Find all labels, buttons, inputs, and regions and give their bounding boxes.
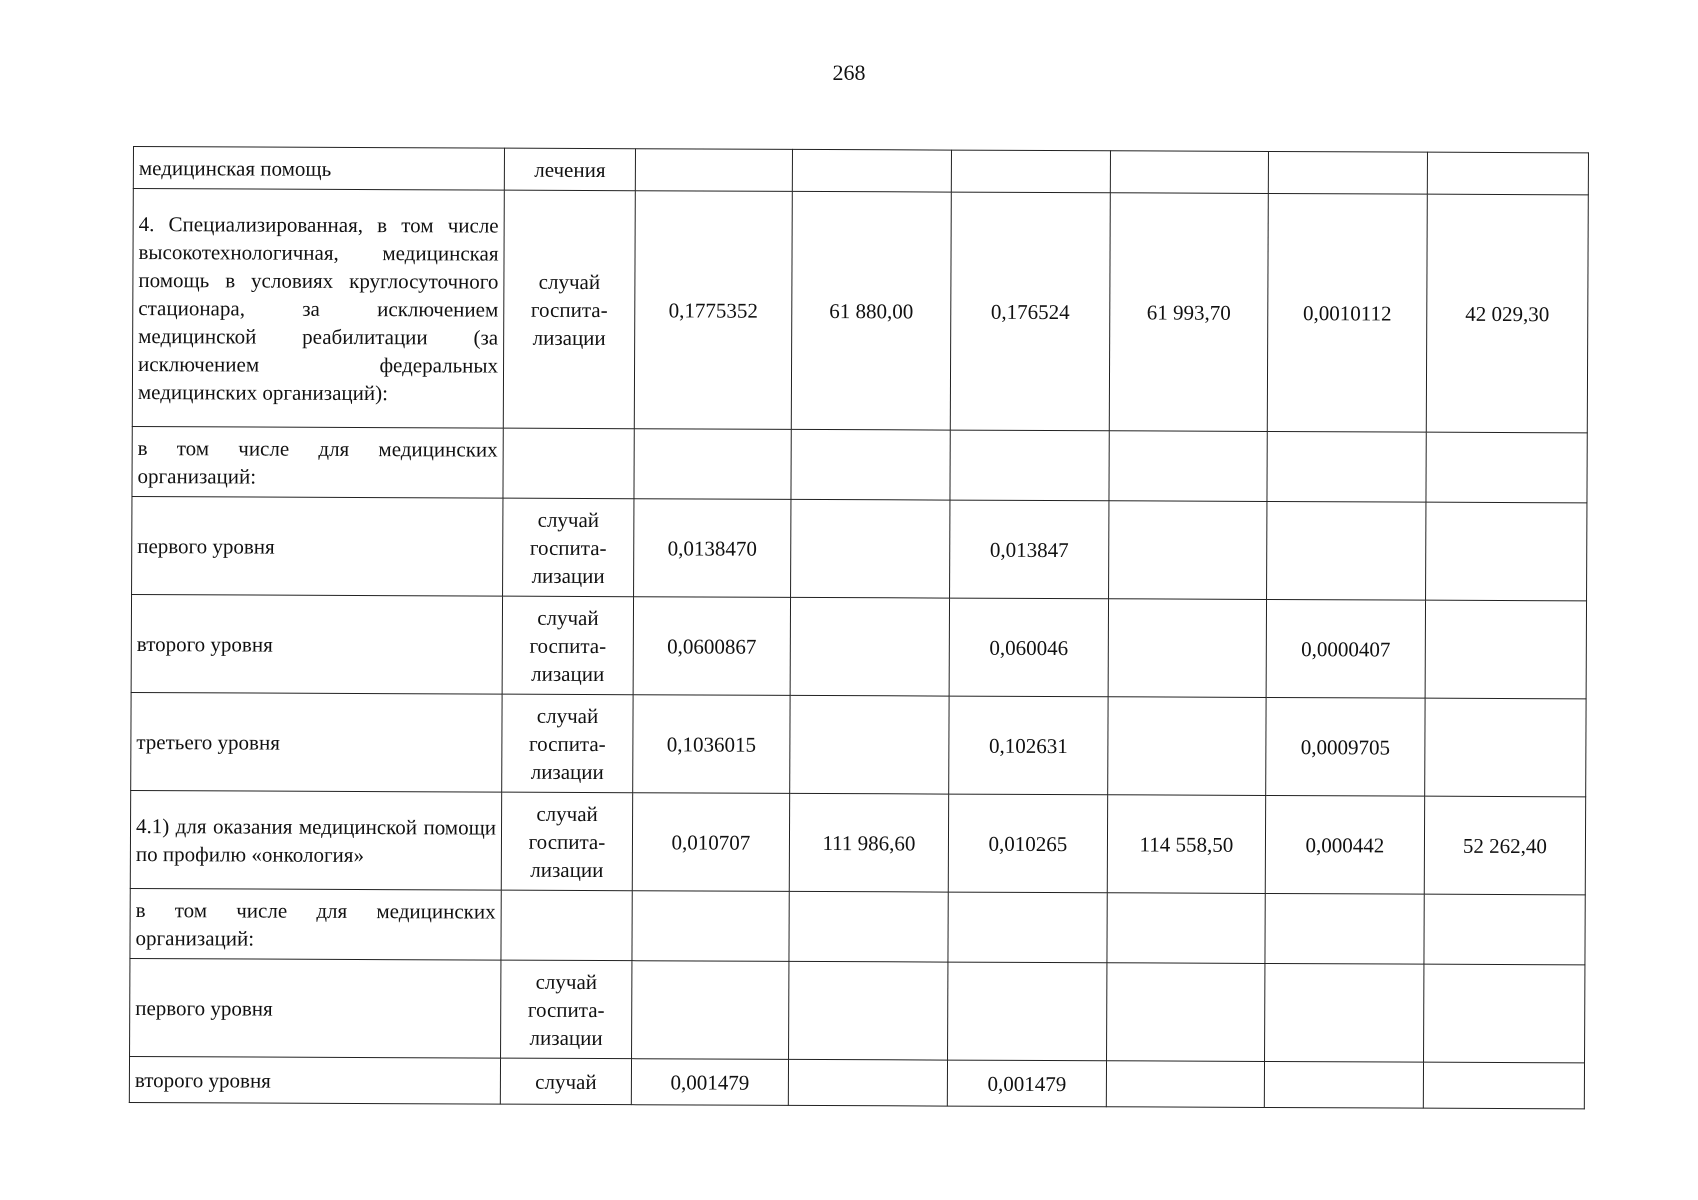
unit-line: случай xyxy=(538,269,601,294)
value-cell-1 xyxy=(635,149,792,192)
unit-line: случай xyxy=(536,801,598,826)
unit-cell xyxy=(503,428,634,499)
value-cell-5: 0,0009705 xyxy=(1266,697,1425,796)
table-row xyxy=(130,790,1585,894)
table-row xyxy=(132,496,1587,600)
row-name-cell: медицинская помощь xyxy=(133,147,504,191)
table-row xyxy=(131,594,1586,698)
value-cell-6 xyxy=(1427,152,1588,195)
value-cell-3: 0,010265 xyxy=(948,794,1107,893)
unit-line: случай xyxy=(537,605,599,630)
unit-line: случай xyxy=(537,507,600,532)
value-cell-4 xyxy=(1108,599,1266,698)
value-cell-2 xyxy=(792,149,951,192)
unit-line: лизации xyxy=(532,325,606,350)
value-cell-3: 0,102631 xyxy=(949,696,1108,795)
value-cell-4 xyxy=(1107,963,1265,1062)
value-cell-3 xyxy=(950,430,1109,501)
value-cell-2 xyxy=(788,1059,947,1106)
value-cell-1: 0,0138470 xyxy=(634,499,791,598)
value-cell-2 xyxy=(791,499,950,598)
value-cell-5: 0,0000407 xyxy=(1266,599,1425,698)
unit-cell xyxy=(502,694,633,793)
data-table xyxy=(129,146,1589,1109)
value-cell-4 xyxy=(1106,1061,1264,1108)
table-row xyxy=(132,189,1588,433)
value-cell-6 xyxy=(1425,600,1586,699)
value-cell-5 xyxy=(1267,501,1426,600)
unit-cell xyxy=(501,960,632,1059)
row-name-cell: в том числе для медицинских организаций: xyxy=(130,888,501,960)
value-cell-4 xyxy=(1109,501,1267,600)
value-cell-1: 0,001479 xyxy=(631,1059,788,1106)
value-cell-3: 0,013847 xyxy=(950,500,1109,599)
value-cell-5 xyxy=(1267,431,1426,502)
unit-line: госпита- xyxy=(529,731,606,756)
value-cell-4 xyxy=(1108,697,1266,796)
unit-cell xyxy=(501,792,632,891)
unit-line: лечения xyxy=(534,157,606,182)
unit-line: случай xyxy=(535,1069,597,1094)
value-cell-6 xyxy=(1426,432,1587,503)
unit-line: госпита- xyxy=(530,297,608,322)
page-number: 268 xyxy=(832,60,866,85)
table-row xyxy=(130,958,1585,1062)
value-cell-3 xyxy=(951,150,1110,193)
table-row xyxy=(133,147,1588,195)
value-cell-6 xyxy=(1424,964,1585,1063)
value-cell-4: 114 558,50 xyxy=(1107,795,1265,894)
value-cell-5: 0,0010112 xyxy=(1267,193,1427,432)
unit-line: госпита- xyxy=(529,633,607,658)
unit-cell xyxy=(502,596,633,695)
unit-line: госпита- xyxy=(527,997,605,1022)
value-cell-4 xyxy=(1109,431,1267,502)
value-cell-1: 0,1775352 xyxy=(634,191,792,430)
value-cell-2 xyxy=(790,695,949,794)
value-cell-2 xyxy=(790,597,949,696)
value-cell-1 xyxy=(634,429,791,500)
row-name-cell: 4.1) для оказания медицинской помощи по профилю «онкология» xyxy=(130,790,501,890)
value-cell-3 xyxy=(948,962,1107,1061)
unit-cell xyxy=(504,148,635,191)
value-cell-2 xyxy=(791,429,950,500)
row-name-cell: второго уровня xyxy=(129,1056,500,1104)
value-cell-2: 111 986,60 xyxy=(789,793,948,892)
table-row xyxy=(132,426,1587,502)
value-cell-2: 61 880,00 xyxy=(791,191,951,430)
row-name-cell: 4. Специализированная, в том числе высокотехнологичная, медицинская помощь в условиях круглосуточного стационара, за исключением медицинской реабилитации (за исключением федеральных медицинских организаций): xyxy=(132,189,504,429)
table-row xyxy=(131,692,1586,796)
value-cell-3: 0,176524 xyxy=(950,192,1110,431)
row-name-cell: первого уровня xyxy=(130,958,501,1058)
unit-line: случай xyxy=(535,969,598,994)
table-row xyxy=(129,1056,1584,1108)
row-name-cell: третьего уровня xyxy=(131,692,502,792)
value-cell-1: 0,010707 xyxy=(632,793,789,892)
value-cell-3: 0,060046 xyxy=(949,598,1108,697)
row-name-cell: первого уровня xyxy=(132,496,503,596)
unit-line: лизации xyxy=(530,759,604,784)
value-cell-6: 52 262,40 xyxy=(1424,796,1585,895)
value-cell-5 xyxy=(1265,893,1424,964)
value-cell-6 xyxy=(1425,698,1586,797)
unit-line: госпита- xyxy=(529,535,607,560)
value-cell-5: 0,000442 xyxy=(1265,795,1424,894)
unit-cell xyxy=(503,498,634,597)
value-cell-6 xyxy=(1423,1062,1584,1109)
unit-line: лизации xyxy=(531,661,605,686)
value-cell-5 xyxy=(1268,151,1427,194)
value-cell-6 xyxy=(1424,894,1585,965)
value-cell-1: 0,0600867 xyxy=(633,597,790,696)
value-cell-6 xyxy=(1426,502,1587,601)
row-name-cell: в том числе для медицинских организаций: xyxy=(132,426,503,498)
value-cell-3: 0,001479 xyxy=(947,1060,1106,1107)
unit-cell xyxy=(500,1058,631,1105)
unit-line: лизации xyxy=(531,563,605,588)
value-cell-1 xyxy=(632,891,789,962)
value-cell-2 xyxy=(789,891,948,962)
value-cell-4 xyxy=(1107,893,1265,964)
unit-line: госпита- xyxy=(528,829,606,854)
row-name-cell: второго уровня xyxy=(131,594,502,694)
value-cell-6: 42 029,30 xyxy=(1426,194,1588,433)
value-cell-2 xyxy=(789,961,948,1060)
value-cell-5 xyxy=(1265,963,1424,1062)
unit-line: случай xyxy=(536,703,599,728)
unit-line: лизации xyxy=(530,857,604,882)
unit-line: лизации xyxy=(529,1025,603,1050)
value-cell-5 xyxy=(1264,1061,1423,1108)
unit-cell xyxy=(501,890,632,961)
value-cell-3 xyxy=(948,892,1107,963)
value-cell-1 xyxy=(632,961,789,1060)
value-cell-4: 61 993,70 xyxy=(1109,193,1268,432)
value-cell-1: 0,1036015 xyxy=(633,695,790,794)
value-cell-4 xyxy=(1110,151,1268,194)
table-row xyxy=(130,888,1585,964)
unit-cell xyxy=(503,190,635,429)
